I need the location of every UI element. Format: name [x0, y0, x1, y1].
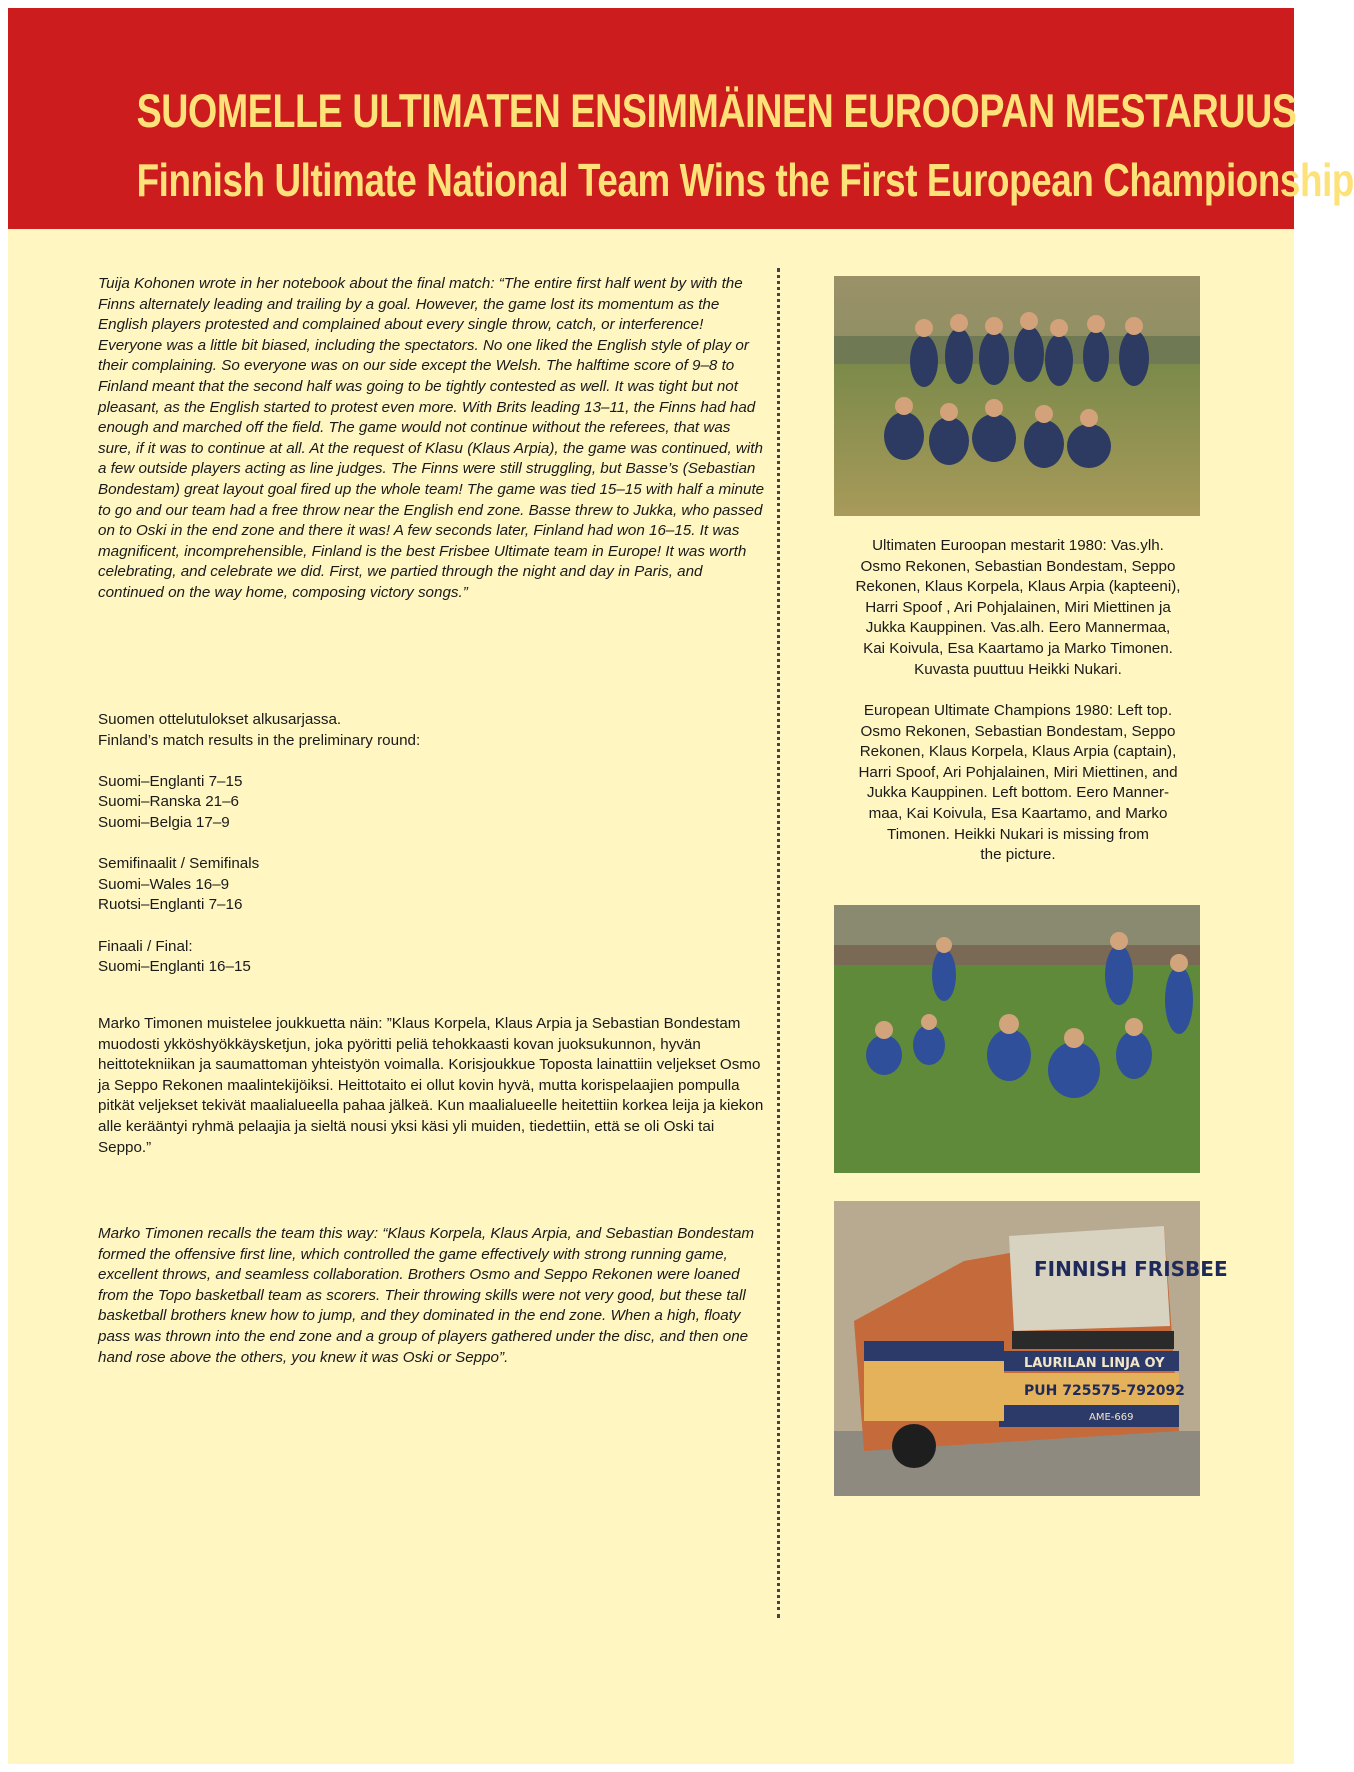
team-photo — [834, 276, 1200, 516]
caption-line: Harri Spoof , Ari Pohjalainen, Miri Miettinen ja — [865, 598, 1171, 616]
caption-line: Jukka Kauppinen. Vas.alh. Eero Mannermaa, — [865, 619, 1171, 637]
caption-line: maa, Kai Koivula, Esa Kaartamo, and Marko — [868, 804, 1168, 822]
dotted-divider — [777, 268, 780, 1618]
match-results — [98, 710, 768, 998]
bus-sign-text: FINNISH FRISBEE — [1034, 1257, 1228, 1281]
caption-line: Rekonen, Klaus Korpela, Klaus Arpia (kapteeni), — [855, 578, 1181, 596]
bus-plate-text: AME-669 — [1089, 1412, 1134, 1423]
title-english: Finnish Ultimate National Team Wins the First European Championship — [136, 154, 1354, 206]
caption-line: Ultimaten Euroopan mestarit 1980: Vas.ylh. — [872, 537, 1164, 554]
results-heading-english: Finland’s match results in the preliminary round: — [98, 731, 421, 749]
results-heading-finnish: Suomen ottelutulokset alkusarjassa. — [98, 711, 342, 728]
caption-line: Timonen. Heikki Nukari is missing from — [887, 825, 1149, 843]
caption-line: Osmo Rekonen, Sebastian Bondestam, Seppo — [860, 557, 1176, 575]
bus-phone-text: PUH 725575-792092 — [1024, 1383, 1185, 1399]
team-bus-photo — [834, 1201, 1228, 1496]
team-memory-finnish: Marko Timonen muistelee joukkuetta näin: ”Klaus Korpela, Klaus Arpia ja Sebastian Bondestam muodosti ykköshyökkäysketjun, joka pyöritti peliä tehokkaasti kovan juoksukunnon, hyvän heittotekniikan ja saumattoman yhteistyön voimalla. Korisjoukkue Toposta lainattiin veljekset Osmo ja Seppo Rekonen maalintekijöiksi. Heittotaito ei ollut kovin hyvä, mutta korispelaajien pompulla pitkät veljekset tekivät maalialueella pahaa jälkeä. Kun maalialueelle heitettiin korkea leija ja kiekon alle kerääntyi ryhmä pelaajia ja sieltä nousi yksi käsi yli muiden, tiedettiin, että se oli Oski tai Seppo.” — [98, 1015, 764, 1156]
final-match-quote: Tuija Kohonen wrote in her notebook about the final match: “The entire first half went by with the Finns alternately leading and trailing by a goal. However, the game lost its momentum as the English players protested and complained about every single throw, catch, or interference! Everyone was a little bit biased, including the spectators. No one liked the English style of play or their complaining. So everyone was on our side except the Welsh. The halftime score of 9–8 to Finland meant that the second half was going to be tightly contested as well. It was tight but not pleasant, as the English started to protest even more. With Brits leading 13–11, the Finns had had enough and marched off the field. The game would not continue without the referees, that was sure, if it was to continue at all. At the request of Klasu (Klaus Arpia), the game was continued, with a few outside players acting as line judges. The Finns were still struggling, but Basse’s (Sebastian Bondestam) great layout goal fired up the whole team! The game was tied 15–15 with half a minute to go and our team had a free throw near the English end zone. Basse threw to Jukka, who passed on to Oski in the end zone and there it was! A few seconds later, Finland had won 16–15. It was magnificent, incomprehensible, Finland is the best Frisbee Ultimate team in Europe! It was worth celebrating, and celebrate we did. First, we partied through the night and day in Paris, and continued on the way home, composing victory songs.” — [98, 275, 765, 601]
result-line: Suomi–Belgia 17–9 — [98, 813, 230, 831]
caption-line: Rekonen, Klaus Korpela, Klaus Arpia (captain), — [859, 743, 1177, 761]
team-memory-english: Marko Timonen recalls the team this way: “Klaus Korpela, Klaus Arpia, and Sebastian Bondestam formed the offensive first line, which controlled the game effectively with strong running game, excellent throws, and seamless collaboration. Brothers Osmo and Seppo Rekonen were loaned from the Topo basketball team as scorers. Their throwing skills were not very good, but these tall basketball brothers knew how to jump, and they dominated in the end zone. When a high, floaty pass was thrown into the end zone and a group of players gathered under the disc, and then one hand rose above the others, you knew it was Oski or Seppo”. — [98, 1225, 755, 1366]
poster-page — [8, 8, 1354, 1764]
caption-line: Jukka Kauppinen. Left bottom. Eero Manner- — [866, 784, 1170, 802]
players-resting-photo — [834, 905, 1200, 1173]
caption-line: Osmo Rekonen, Sebastian Bondestam, Seppo — [860, 722, 1176, 740]
photo-caption-finnish — [828, 536, 1208, 680]
result-line: Suomi–Englanti 16–15 — [98, 958, 251, 976]
bus-company-text: LAURILAN LINJA OY — [1024, 1356, 1165, 1371]
title-banner — [8, 8, 1354, 229]
photo-caption-english — [828, 701, 1208, 866]
caption-line: the picture. — [980, 846, 1056, 864]
caption-line: Kai Koivula, Esa Kaartamo ja Marko Timonen. — [863, 639, 1173, 657]
caption-line: Harri Spoof, Ari Pohjalainen, Miri Miettinen, and — [858, 763, 1178, 781]
caption-line: European Ultimate Champions 1980: Left top. — [863, 702, 1173, 719]
final-heading: Finaali / Final: — [98, 937, 193, 955]
caption-line: Kuvasta puuttuu Heikki Nukari. — [914, 660, 1122, 678]
result-line: Suomi–Wales 16–9 — [98, 875, 230, 893]
result-line: Ruotsi–Englanti 7–16 — [98, 896, 243, 914]
result-line: Suomi–Englanti 7–15 — [98, 772, 243, 790]
title-finnish: SUOMELLE ULTIMATEN ENSIMMÄINEN EUROOPAN MESTARUUS — [136, 84, 1297, 137]
semifinals-heading: Semifinaalit / Semifinals — [98, 855, 260, 873]
result-line: Suomi–Ranska 21–6 — [98, 793, 239, 811]
